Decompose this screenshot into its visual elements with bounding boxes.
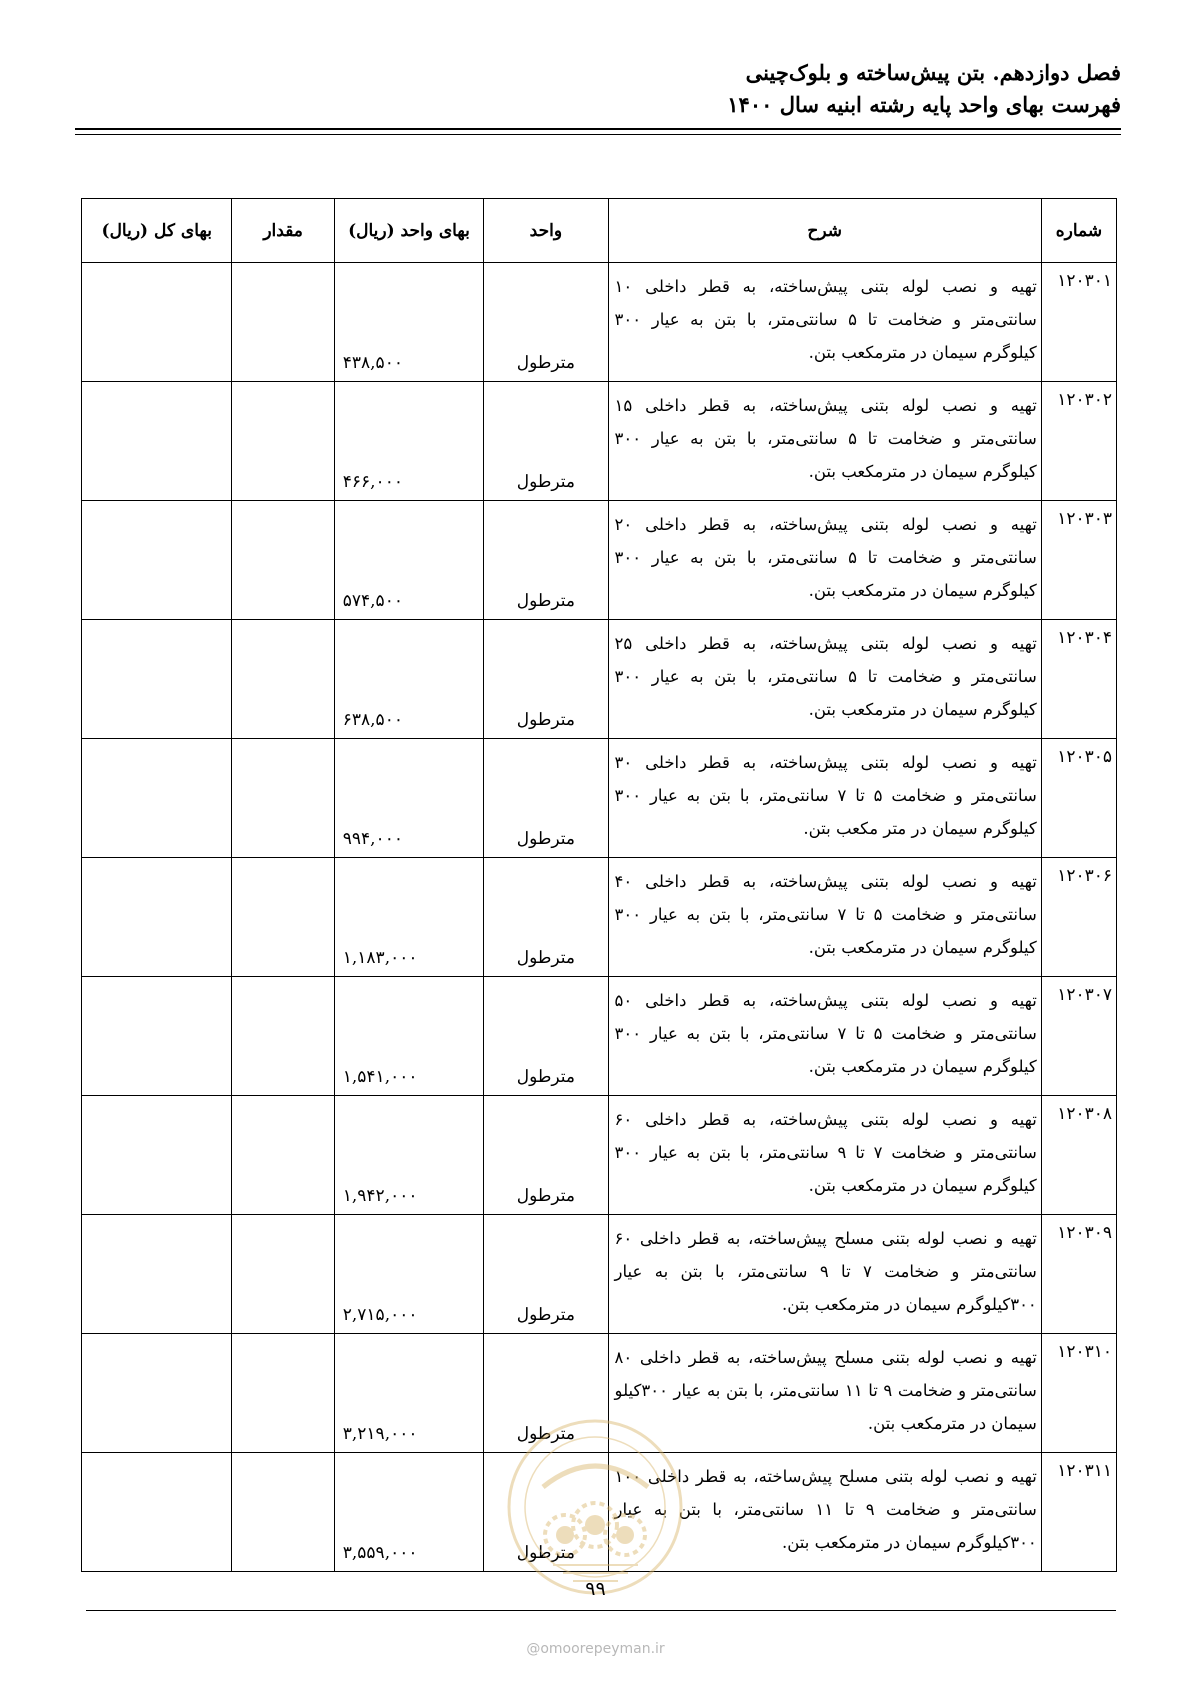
item-unit-price: ۲,۷۱۵,۰۰۰: [334, 1215, 483, 1334]
item-quantity: [232, 977, 334, 1096]
item-quantity: [232, 1215, 334, 1334]
table-row: [82, 620, 1117, 739]
item-unit-price: ۱,۹۴۲,۰۰۰: [334, 1096, 483, 1215]
item-description: تهیه و نصب لوله بتنی پیش‌ساخته، به قطر داخلی ۲۰ سانتی‌متر و ضخامت تا ۵ سانتی‌متر، با بتن به عیار ۳۰۰ کیلوگرم سیمان در مترمکعب بتن.: [608, 501, 1041, 620]
item-quantity: [232, 739, 334, 858]
item-unit-price: ۴۶۶,۰۰۰: [334, 382, 483, 501]
header-description: شرح: [608, 199, 1041, 263]
item-code: ۱۲۰۳۰۸: [1041, 1096, 1116, 1215]
item-total: [82, 501, 232, 620]
item-total: [82, 620, 232, 739]
item-total: [82, 263, 232, 382]
header-unit-price: بهای واحد (ریال): [334, 199, 483, 263]
item-unit-price: ۳,۲۱۹,۰۰۰: [334, 1334, 483, 1453]
item-total: [82, 382, 232, 501]
item-unit: مترطول: [484, 858, 608, 977]
item-total: [82, 1215, 232, 1334]
item-description: تهیه و نصب لوله بتنی پیش‌ساخته، به قطر داخلی ۲۵ سانتی‌متر و ضخامت تا ۵ سانتی‌متر، با بتن به عیار ۳۰۰ کیلوگرم سیمان در مترمکعب بتن.: [608, 620, 1041, 739]
chapter-title: فصل دوازدهم. بتن پیش‌ساخته و بلوک‌چینی: [745, 60, 1121, 85]
document-subtitle: فهرست بهای واحد پایه رشته ابنیه سال ۱۴۰۰: [727, 92, 1121, 117]
item-description: تهیه و نصب لوله بتنی مسلح پیش‌ساخته، به قطر داخلی ۱۰۰ سانتی‌متر و ضخامت ۹ تا ۱۱ سانتی‌متر، با بتن به عیار ۳۰۰کیلوگرم سیمان در مترمکعب بتن.: [608, 1453, 1041, 1572]
item-unit: مترطول: [484, 263, 608, 382]
item-description: تهیه و نصب لوله بتنی پیش‌ساخته، به قطر داخلی ۳۰ سانتی‌متر و ضخامت ۵ تا ۷ سانتی‌متر، با بتن به عیار ۳۰۰ کیلوگرم سیمان در متر مکعب بتن.: [608, 739, 1041, 858]
header-unit: واحد: [484, 199, 608, 263]
item-total: [82, 858, 232, 977]
item-unit: مترطول: [484, 1453, 608, 1572]
item-unit-price: ۶۳۸,۵۰۰: [334, 620, 483, 739]
item-quantity: [232, 501, 334, 620]
table-row: [82, 501, 1117, 620]
item-description: تهیه و نصب لوله بتنی پیش‌ساخته، به قطر داخلی ۶۰ سانتی‌متر و ضخامت ۷ تا ۹ سانتی‌متر، با بتن به عیار ۳۰۰ کیلوگرم سیمان در مترمکعب بتن.: [608, 1096, 1041, 1215]
item-unit: مترطول: [484, 382, 608, 501]
item-description: تهیه و نصب لوله بتنی مسلح پیش‌ساخته، به قطر داخلی ۸۰ سانتی‌متر و ضخامت ۹ تا ۱۱ سانتی‌متر، با بتن به عیار ۳۰۰کیلو سیمان در مترمکعب بتن.: [608, 1334, 1041, 1453]
item-total: [82, 1453, 232, 1572]
item-quantity: [232, 1453, 334, 1572]
table-row: [82, 382, 1117, 501]
item-unit: مترطول: [484, 1096, 608, 1215]
item-quantity: [232, 263, 334, 382]
item-total: [82, 1334, 232, 1453]
price-list-table: [81, 198, 1117, 1572]
footer-url: @omoorepeyman.ir: [526, 1641, 665, 1657]
item-code: ۱۲۰۳۱۰: [1041, 1334, 1116, 1453]
header-total-price: بهای کل (ریال): [82, 199, 232, 263]
item-total: [82, 1096, 232, 1215]
watermark-seal-icon: [503, 1415, 688, 1600]
table-row: [82, 858, 1117, 977]
table-row: [82, 977, 1117, 1096]
item-quantity: [232, 858, 334, 977]
table-row: [82, 263, 1117, 382]
table-row: [82, 739, 1117, 858]
item-code: ۱۲۰۳۰۷: [1041, 977, 1116, 1096]
item-unit: مترطول: [484, 620, 608, 739]
item-unit-price: ۳,۵۵۹,۰۰۰: [334, 1453, 483, 1572]
item-description: تهیه و نصب لوله بتنی پیش‌ساخته، به قطر داخلی ۱۰ سانتی‌متر و ضخامت تا ۵ سانتی‌متر، با بتن به عیار ۳۰۰ کیلوگرم سیمان در مترمکعب بتن.: [608, 263, 1041, 382]
header-divider: [75, 128, 1121, 135]
item-code: ۱۲۰۳۱۱: [1041, 1453, 1116, 1572]
item-unit: مترطول: [484, 977, 608, 1096]
item-unit: مترطول: [484, 1215, 608, 1334]
item-unit: مترطول: [484, 739, 608, 858]
item-description: تهیه و نصب لوله بتنی پیش‌ساخته، به قطر داخلی ۵۰ سانتی‌متر و ضخامت ۵ تا ۷ سانتی‌متر، با بتن به عیار ۳۰۰ کیلوگرم سیمان در مترمکعب بتن.: [608, 977, 1041, 1096]
item-total: [82, 977, 232, 1096]
footer-divider: [86, 1610, 1116, 1611]
item-unit: مترطول: [484, 1334, 608, 1453]
item-unit-price: ۴۳۸,۵۰۰: [334, 263, 483, 382]
item-total: [82, 739, 232, 858]
item-unit-price: ۱,۱۸۳,۰۰۰: [334, 858, 483, 977]
item-unit-price: ۹۹۴,۰۰۰: [334, 739, 483, 858]
table-row: [82, 1215, 1117, 1334]
item-code: ۱۲۰۳۰۲: [1041, 382, 1116, 501]
table-header-row: [82, 199, 1117, 263]
item-unit-price: ۱,۵۴۱,۰۰۰: [334, 977, 483, 1096]
item-code: ۱۲۰۳۰۴: [1041, 620, 1116, 739]
item-code: ۱۲۰۳۰۹: [1041, 1215, 1116, 1334]
item-code: ۱۲۰۳۰۱: [1041, 263, 1116, 382]
item-quantity: [232, 620, 334, 739]
item-unit-price: ۵۷۴,۵۰۰: [334, 501, 483, 620]
item-unit: مترطول: [484, 501, 608, 620]
item-quantity: [232, 1334, 334, 1453]
item-code: ۱۲۰۳۰۵: [1041, 739, 1116, 858]
item-description: تهیه و نصب لوله بتنی مسلح پیش‌ساخته، به قطر داخلی ۶۰ سانتی‌متر و ضخامت ۷ تا ۹ سانتی‌متر، با بتن به عیار ۳۰۰کیلوگرم سیمان در مترمکعب بتن.: [608, 1215, 1041, 1334]
table-row: [82, 1096, 1117, 1215]
item-quantity: [232, 1096, 334, 1215]
page-number: ۹۹: [585, 1578, 606, 1600]
header-quantity: مقدار: [232, 199, 334, 263]
item-quantity: [232, 382, 334, 501]
item-code: ۱۲۰۳۰۶: [1041, 858, 1116, 977]
page-header: [70, 58, 1121, 120]
item-description: تهیه و نصب لوله بتنی پیش‌ساخته، به قطر داخلی ۱۵ سانتی‌متر و ضخامت تا ۵ سانتی‌متر، با بتن به عیار ۳۰۰ کیلوگرم سیمان در مترمکعب بتن.: [608, 382, 1041, 501]
item-description: تهیه و نصب لوله بتنی پیش‌ساخته، به قطر داخلی ۴۰ سانتی‌متر و ضخامت ۵ تا ۷ سانتی‌متر، با بتن به عیار ۳۰۰ کیلوگرم سیمان در مترمکعب بتن.: [608, 858, 1041, 977]
item-code: ۱۲۰۳۰۳: [1041, 501, 1116, 620]
header-code: شماره: [1041, 199, 1116, 263]
